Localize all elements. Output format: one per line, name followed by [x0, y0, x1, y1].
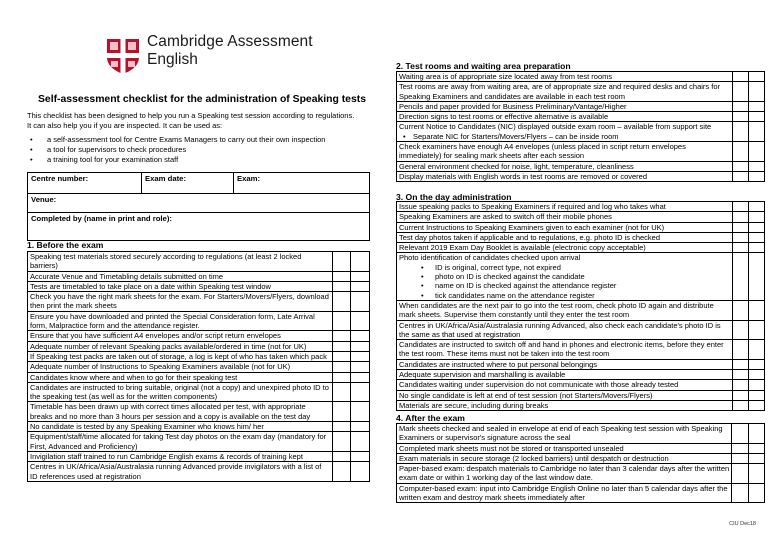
before-exam-table [27, 251, 370, 482]
on-the-day-table [396, 201, 765, 411]
checklist-item: Check you have the right mark sheets for the exam. For Starters/Movers/Flyers, download then print the mark sheets [28, 292, 333, 312]
check-cell[interactable] [732, 370, 748, 380]
exam-field[interactable] [234, 173, 370, 194]
checklist-row [397, 212, 765, 222]
check-cell[interactable] [351, 462, 370, 482]
checklist-row [28, 351, 370, 361]
venue-label: Venue: [31, 195, 57, 204]
check-cell[interactable] [732, 72, 748, 82]
check-cell[interactable] [351, 422, 370, 432]
checklist-row [397, 320, 765, 340]
checklist-row [397, 359, 765, 369]
checklist-row [397, 222, 765, 232]
checklist-row [397, 72, 765, 82]
checklist-item: Tests are timetabled to take place on a date within Speaking test window [28, 281, 333, 291]
checklist-row [28, 341, 370, 351]
checklist-item: No single candidate is left at end of test session (not Starters/Movers/Flyers) [397, 390, 733, 400]
centre-info-table [27, 172, 370, 241]
checklist-row [397, 232, 765, 242]
checklist-row [397, 161, 765, 171]
check-cell[interactable] [732, 464, 748, 484]
check-cell[interactable] [332, 382, 351, 402]
check-cell[interactable] [748, 171, 764, 181]
check-cell[interactable] [748, 453, 764, 463]
checklist-row [397, 243, 765, 253]
checklist-item-text: Current Notice to Candidates (NIC) displayed outside exam room – available from support site [399, 122, 712, 132]
check-cell[interactable] [351, 351, 370, 361]
checklist-item: Equipment/staff/time allocated for taking Test day photos on the exam day (mandatory for First, Advanced and Proficiency) [28, 432, 333, 452]
checklist-subitem: • ID is original, correct type, not expired [399, 263, 730, 272]
check-cell[interactable] [732, 400, 748, 410]
check-cell[interactable] [351, 432, 370, 452]
checklist-row [28, 422, 370, 432]
checklist-row [397, 443, 765, 453]
checklist-row [28, 382, 370, 402]
checklist-row [397, 171, 765, 181]
check-cell[interactable] [351, 292, 370, 312]
checklist-row [397, 400, 765, 410]
waiting-area-table [396, 71, 765, 182]
use-item: • a training tool for your examination staff [27, 155, 325, 165]
checklist-row [397, 390, 765, 400]
check-cell[interactable] [332, 462, 351, 482]
brand-name: Cambridge Assessment [147, 33, 313, 50]
completed-by-field[interactable] [28, 213, 370, 241]
checklist-item: Candidates know where and when to go for their speaking test [28, 372, 333, 382]
check-cell[interactable] [732, 443, 748, 453]
check-cell[interactable] [748, 464, 764, 484]
brand-subname: English [147, 51, 198, 68]
check-cell[interactable] [332, 351, 351, 361]
checklist-item: Candidates are instructed to switch off and hand in phones and electronic items, before they enter the test room. These items must not be taken into the test room [397, 340, 733, 360]
check-cell[interactable] [332, 311, 351, 331]
checklist-row [397, 142, 765, 162]
check-cell[interactable] [748, 161, 764, 171]
check-cell[interactable] [748, 243, 764, 253]
checklist-item: Issue speaking packs to Speaking Examiners if required and log who takes what [397, 202, 733, 212]
checklist-item: Mark sheets checked and sealed in envelope at end of each Speaking test session with Speaking Examiners or supervisor's signature across the seal [397, 424, 732, 444]
checklist-item: Accurate Venue and Timetabling details submitted on time [28, 271, 333, 281]
after-exam-table [396, 423, 765, 503]
section-heading-before: 1. Before the exam [27, 240, 104, 250]
check-cell[interactable] [332, 331, 351, 341]
cambridge-shield-logo-icon [104, 37, 142, 75]
check-cell[interactable] [732, 453, 748, 463]
check-cell[interactable] [732, 300, 748, 320]
check-cell[interactable] [732, 320, 748, 340]
check-cell[interactable] [732, 202, 748, 212]
check-cell[interactable] [351, 382, 370, 402]
checklist-row [28, 252, 370, 272]
document-title: Self-assessment checklist for the administration of Speaking tests [38, 94, 366, 105]
check-cell[interactable] [748, 253, 764, 300]
checklist-row [28, 311, 370, 331]
check-cell[interactable] [748, 101, 764, 111]
exam-label: Exam: [237, 174, 261, 183]
check-cell[interactable] [748, 222, 764, 232]
checklist-row [28, 432, 370, 452]
checklist-item: Test rooms are away from waiting area, are of appropriate size and required desks and chairs for Speaking Examiners and candidates are available in each test room [397, 82, 733, 102]
checklist-item: Invigilation staff trained to run Cambridge English exams & records of training kept [28, 451, 333, 461]
checklist-row [397, 253, 765, 300]
use-item: • a self-assessment tool for Centre Exams Managers to carry out their own inspection [27, 135, 325, 145]
check-cell[interactable] [332, 281, 351, 291]
check-cell[interactable] [748, 370, 764, 380]
checklist-item [397, 122, 733, 142]
check-cell[interactable] [332, 451, 351, 461]
checklist-item: Centres in UK/Africa/Asia/Australasia running Advanced, also check each candidate's photo ID is the same as that used at registration [397, 320, 733, 340]
check-cell[interactable] [351, 372, 370, 382]
use-item: • a tool for supervisors to check procedures [27, 145, 325, 155]
checklist-subitem: • Separate NIC for Starters/Movers/Flyers – can be inside room [399, 132, 730, 141]
checklist-item: Timetable has been drawn up with correct times allocated per test, with appropriate breaks and no more than 3 hours per session and a copy is available on the test day [28, 402, 333, 422]
checklist-row [397, 122, 765, 142]
check-cell[interactable] [732, 142, 748, 162]
check-cell[interactable] [332, 372, 351, 382]
checklist-item: Completed mark sheets must not be stored or transported unsealed [397, 443, 732, 453]
check-cell[interactable] [732, 232, 748, 242]
checklist-item: Candidates are instructed to bring suitable, original (not a copy) and unexpired photo ID to the speaking test (as well as for the written components) [28, 382, 333, 402]
checklist-item: Pencils and paper provided for Business Preliminary/Vantage/Higher [397, 101, 733, 111]
checklist-row [397, 380, 765, 390]
section-heading-after: 4. After the exam [396, 413, 465, 423]
check-cell[interactable] [748, 122, 764, 142]
check-cell[interactable] [748, 212, 764, 222]
check-cell[interactable] [732, 222, 748, 232]
checklist-row [397, 300, 765, 320]
checklist-item: Display materials with English words in test rooms are removed or covered [397, 171, 733, 181]
checklist-row [397, 202, 765, 212]
checklist-item: Speaking Examiners are asked to switch off their mobile phones [397, 212, 733, 222]
checklist-item-text: Photo identification of candidates checked upon arrival [399, 253, 581, 263]
checklist-item: When candidates are the next pair to go into the test room, check photo ID again and distribute mark sheets. Supervise them constantly until they enter the test room [397, 300, 733, 320]
check-cell[interactable] [732, 101, 748, 111]
check-cell[interactable] [748, 400, 764, 410]
checklist-subitem: • tick candidates name on the attendance register [399, 291, 730, 300]
checklist-item: Direction signs to test rooms or effective alternative is available [397, 112, 733, 122]
check-cell[interactable] [351, 362, 370, 372]
checklist-item: Check examiners have enough A4 envelopes (unless placed in script return envelopes immediately) for sealing mark sheets after each session [397, 142, 733, 162]
checklist-item: Exam materials in secure storage (2 locked barriers) until despatch or destruction [397, 453, 732, 463]
check-cell[interactable] [748, 483, 764, 503]
checklist-row [397, 101, 765, 111]
checklist-item: Speaking test materials stored securely according to regulations (at least 2 locked barriers) [28, 252, 333, 272]
check-cell[interactable] [732, 359, 748, 369]
check-cell[interactable] [732, 122, 748, 142]
check-cell[interactable] [732, 483, 748, 503]
check-cell[interactable] [732, 171, 748, 181]
intro-paragraph: This checklist has been designed to help you run a Speaking test session according to regulations. It can also help you if you are inspected. It can be used as: [27, 111, 355, 130]
check-cell[interactable] [748, 142, 764, 162]
checklist-row [28, 292, 370, 312]
check-cell[interactable] [732, 161, 748, 171]
uses-list [27, 135, 325, 165]
checklist-item: Materials are secure, including during breaks [397, 400, 733, 410]
check-cell[interactable] [351, 402, 370, 422]
check-cell[interactable] [732, 424, 748, 444]
checklist-item: Ensure you have downloaded and printed the Special Consideration form, Late Arrival form, Malpractice form and the attendance register. [28, 311, 333, 331]
checklist-item: Test day photos taken if applicable and to regulations, e.g. photo ID is checked [397, 232, 733, 242]
check-cell[interactable] [748, 112, 764, 122]
check-cell[interactable] [748, 232, 764, 242]
centre-number-field[interactable] [28, 173, 142, 194]
check-cell[interactable] [748, 424, 764, 444]
checklist-row [397, 112, 765, 122]
checklist-row [28, 281, 370, 291]
check-cell[interactable] [332, 432, 351, 452]
checklist-row [28, 331, 370, 341]
check-cell[interactable] [332, 402, 351, 422]
checklist-subitem: • name on ID is checked against the attendance register [399, 281, 730, 290]
check-cell[interactable] [732, 380, 748, 390]
checklist-item: Paper-based exam: despatch materials to Cambridge no later than 3 calendar days after the written exam date or within 1 working day of the last window date. [397, 464, 732, 484]
checklist-row [397, 340, 765, 360]
checklist-item: Candidates waiting under supervision do not communicate with those already tested [397, 380, 733, 390]
checklist-subitem: • photo on ID is checked against the candidate [399, 272, 730, 281]
check-cell[interactable] [748, 300, 764, 320]
check-cell[interactable] [748, 390, 764, 400]
check-cell[interactable] [732, 82, 748, 102]
checklist-item: Computer-based exam: input into Cambridge English Online no later than 5 calendar days after the written exam and destroy mark sheets immediately after [397, 483, 732, 503]
checklist-item: Adequate supervision and marshalling is available [397, 370, 733, 380]
check-cell[interactable] [351, 311, 370, 331]
checklist-row [28, 402, 370, 422]
completed-by-label: Completed by (name in print and role): [31, 214, 172, 223]
checklist-row [397, 370, 765, 380]
checklist-item: Ensure that you have sufficient A4 envelopes and/or script return envelopes [28, 331, 333, 341]
section-heading-day: 3. On the day administration [396, 192, 512, 202]
checklist-row [28, 271, 370, 281]
check-cell[interactable] [748, 82, 764, 102]
check-cell[interactable] [748, 202, 764, 212]
check-cell[interactable] [332, 252, 351, 272]
checklist-item: Current Instructions to Speaking Examiners given to each examiner (not for UK) [397, 222, 733, 232]
checklist-item: Candidates are instructed where to put personal belongings [397, 359, 733, 369]
checklist-row [28, 362, 370, 372]
check-cell[interactable] [732, 340, 748, 360]
check-cell[interactable] [332, 271, 351, 281]
check-cell[interactable] [748, 320, 764, 340]
check-cell[interactable] [732, 253, 748, 300]
checklist-item: General environment checked for noise, light, temperature, cleanliness [397, 161, 733, 171]
check-cell[interactable] [351, 451, 370, 461]
exam-date-label: Exam date: [145, 174, 187, 183]
checklist-item: No candidate is tested by any Speaking Examiner who knows him/ her [28, 422, 333, 432]
checklist-row [397, 453, 765, 463]
checklist-item: Adequate number of relevant Speaking packs available/ordered in time (not for UK) [28, 341, 333, 351]
check-cell[interactable] [351, 331, 370, 341]
checklist-item: Centres in UK/Africa/Asia/Australasia running Advanced provide invigilators with a list of ID references used at registration [28, 462, 333, 482]
check-cell[interactable] [332, 341, 351, 351]
check-cell[interactable] [732, 390, 748, 400]
check-cell[interactable] [748, 359, 764, 369]
check-cell[interactable] [351, 252, 370, 272]
checklist-row [397, 464, 765, 484]
check-cell[interactable] [748, 340, 764, 360]
checklist-row [28, 462, 370, 482]
checklist-row [28, 372, 370, 382]
checklist-item: Adequate number of Instructions to Speaking Examiners available (not for UK) [28, 362, 333, 372]
checklist-row [397, 483, 765, 503]
check-cell[interactable] [732, 212, 748, 222]
check-cell[interactable] [332, 292, 351, 312]
checklist-row [397, 424, 765, 444]
check-cell[interactable] [332, 422, 351, 432]
check-cell[interactable] [351, 271, 370, 281]
check-cell[interactable] [732, 112, 748, 122]
check-cell[interactable] [748, 72, 764, 82]
check-cell[interactable] [732, 243, 748, 253]
check-cell[interactable] [351, 281, 370, 291]
check-cell[interactable] [748, 380, 764, 390]
check-cell[interactable] [332, 362, 351, 372]
checklist-item: If Speaking test packs are taken out of storage, a log is kept of who has taken which pack [28, 351, 333, 361]
checklist-item: Waiting area is of appropriate size located away from test rooms [397, 72, 733, 82]
checklist-item: Relevant 2019 Exam Day Booklet is available (electronic copy acceptable) [397, 243, 733, 253]
checklist-row [28, 451, 370, 461]
venue-field[interactable] [28, 194, 370, 213]
centre-number-label: Centre number: [31, 174, 89, 183]
exam-date-field[interactable] [142, 173, 234, 194]
section-heading-waiting: 2. Test rooms and waiting area preparation [396, 61, 571, 71]
check-cell[interactable] [748, 443, 764, 453]
checklist-row [397, 82, 765, 102]
document-footer: CIU Dec18 [729, 521, 756, 527]
checklist-item [397, 253, 733, 300]
check-cell[interactable] [351, 341, 370, 351]
